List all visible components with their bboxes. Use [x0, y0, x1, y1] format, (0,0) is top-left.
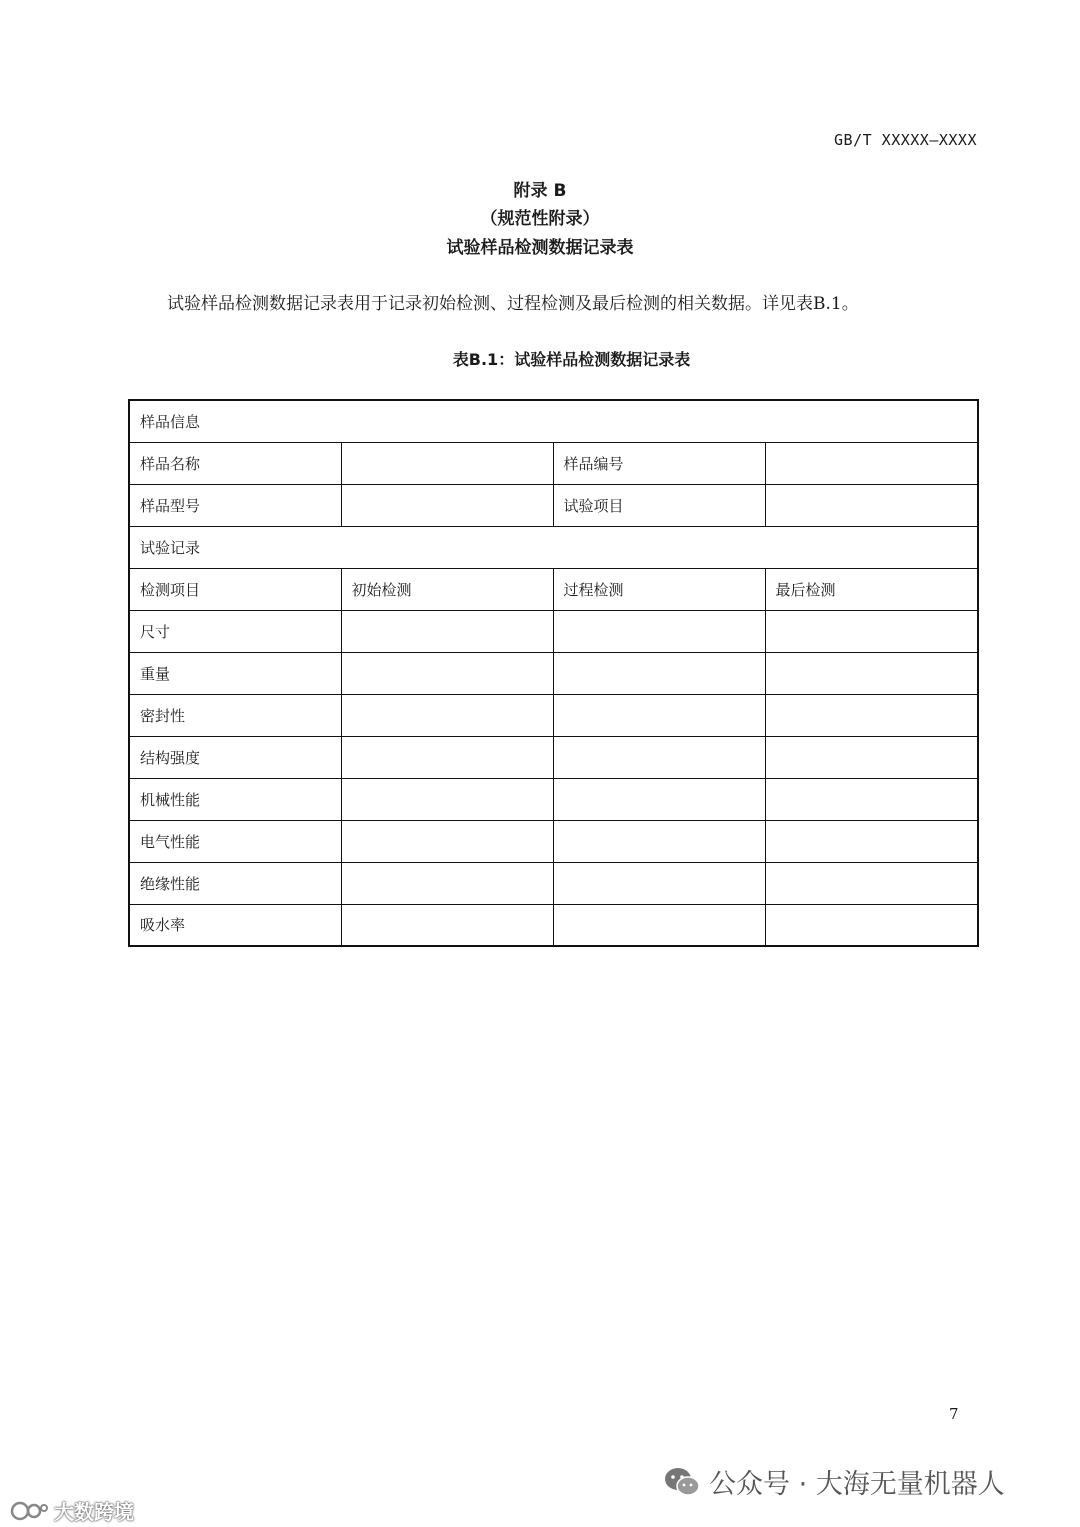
- table-row: [129, 484, 978, 526]
- appendix-title: 试验样品检测数据记录表: [446, 238, 634, 258]
- data-cell[interactable]: [341, 652, 553, 694]
- data-cell[interactable]: [553, 736, 765, 778]
- test-record-section: 试验记录: [129, 526, 978, 568]
- data-cell[interactable]: [553, 652, 765, 694]
- page-number: 7: [949, 1405, 959, 1423]
- row-label: 绝缘性能: [129, 862, 341, 904]
- data-cell[interactable]: [553, 820, 765, 862]
- data-cell[interactable]: [341, 820, 553, 862]
- table-caption: 表B.1：试验样品检测数据记录表: [452, 350, 691, 369]
- data-cell[interactable]: [553, 778, 765, 820]
- sample-model-label: 样品型号: [129, 484, 341, 526]
- table-row: [129, 526, 978, 568]
- data-cell[interactable]: [341, 904, 553, 946]
- column-header: 最后检测: [765, 568, 978, 610]
- test-item-label: 试验项目: [553, 484, 765, 526]
- intro-paragraph: 试验样品检测数据记录表用于记录初始检测、过程检测及最后检测的相关数据。详见表B.1。: [167, 294, 859, 314]
- table-row: [129, 778, 978, 820]
- row-label: 结构强度: [129, 736, 341, 778]
- appendix-type: （规范性附录）: [480, 209, 600, 229]
- corner-watermark-text: 大数跨境: [54, 1500, 134, 1524]
- table-row: [129, 694, 978, 736]
- sample-number-label: 样品编号: [553, 442, 765, 484]
- data-cell[interactable]: [341, 778, 553, 820]
- data-cell[interactable]: [341, 610, 553, 652]
- test-item-cell[interactable]: [765, 484, 978, 526]
- table-row: [129, 400, 978, 442]
- data-cell[interactable]: [553, 694, 765, 736]
- data-cell[interactable]: [765, 652, 978, 694]
- wechat-watermark-text: 公众号 · 大海无量机器人: [709, 1469, 1005, 1500]
- data-cell[interactable]: [765, 610, 978, 652]
- brand-logo-icon: [10, 1500, 50, 1522]
- row-label: 机械性能: [129, 778, 341, 820]
- sample-model-cell[interactable]: [341, 484, 553, 526]
- table-header-row: [129, 568, 978, 610]
- table-row: [129, 736, 978, 778]
- row-label: 电气性能: [129, 820, 341, 862]
- data-cell[interactable]: [553, 610, 765, 652]
- data-cell[interactable]: [553, 862, 765, 904]
- table-row: [129, 610, 978, 652]
- row-label: 尺寸: [129, 610, 341, 652]
- data-cell[interactable]: [765, 904, 978, 946]
- corner-watermark: [10, 1496, 134, 1525]
- wechat-watermark: [663, 1462, 1005, 1501]
- data-cell[interactable]: [765, 862, 978, 904]
- row-label: 密封性: [129, 694, 341, 736]
- sample-name-label: 样品名称: [129, 442, 341, 484]
- data-cell[interactable]: [765, 694, 978, 736]
- sample-info-section: 样品信息: [129, 400, 978, 442]
- standard-code: GB/T XXXXX—XXXX: [834, 131, 977, 149]
- data-cell[interactable]: [765, 820, 978, 862]
- row-label: 吸水率: [129, 904, 341, 946]
- table-row: [129, 862, 978, 904]
- table-row: [129, 652, 978, 694]
- data-cell[interactable]: [341, 736, 553, 778]
- column-header: 过程检测: [553, 568, 765, 610]
- column-header: 初始检测: [341, 568, 553, 610]
- record-table: [128, 399, 979, 947]
- wechat-icon: [663, 1466, 701, 1498]
- data-cell[interactable]: [553, 904, 765, 946]
- data-cell[interactable]: [341, 862, 553, 904]
- data-cell[interactable]: [765, 778, 978, 820]
- column-header: 检测项目: [129, 568, 341, 610]
- appendix-label: 附录 B: [513, 181, 567, 201]
- table-row: [129, 442, 978, 484]
- table-row: [129, 904, 978, 946]
- data-cell[interactable]: [341, 694, 553, 736]
- row-label: 重量: [129, 652, 341, 694]
- data-cell[interactable]: [765, 736, 978, 778]
- table-row: [129, 820, 978, 862]
- sample-name-cell[interactable]: [341, 442, 553, 484]
- sample-number-cell[interactable]: [765, 442, 978, 484]
